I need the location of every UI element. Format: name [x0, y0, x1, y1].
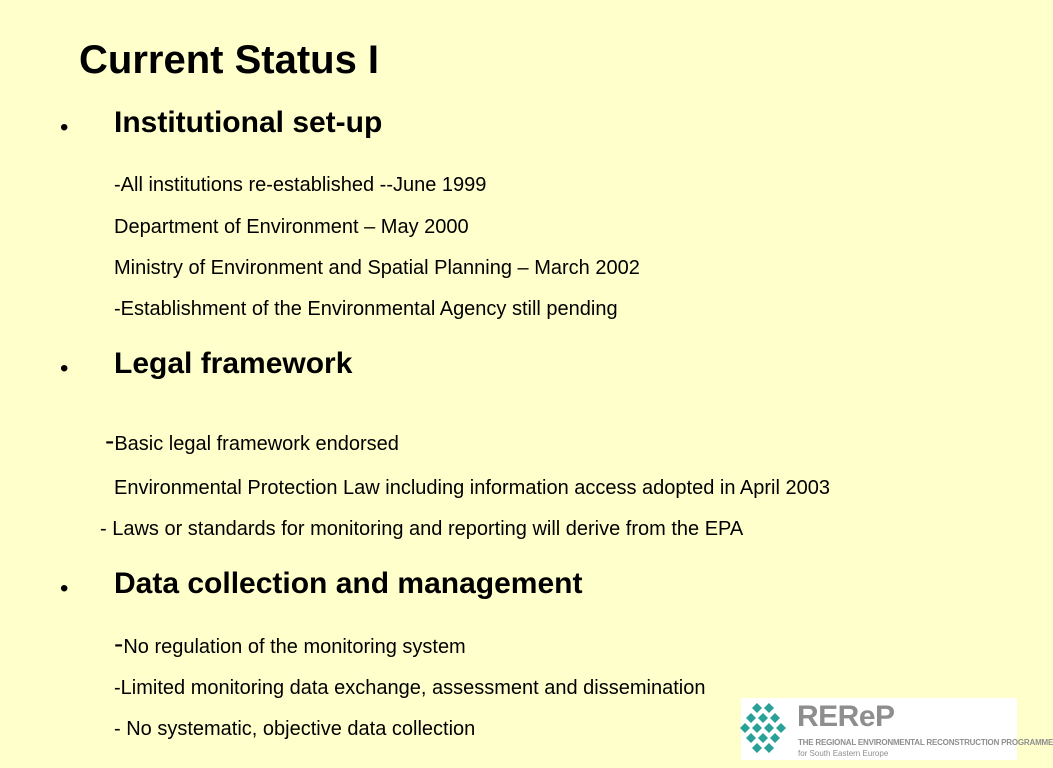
rerep-logo — [741, 698, 1053, 760]
dash-marker: - — [114, 628, 124, 659]
logo-subtagline: for South Eastern Europe — [798, 749, 889, 758]
section-line: - Laws or standards for monitoring and reporting will derive from the EPA — [100, 518, 744, 540]
bullet-marker: • — [60, 575, 69, 602]
logo-tagline: THE REGIONAL ENVIRONMENTAL RECONSTRUCTION PROGRAMME — [798, 738, 1053, 747]
section-line: -Establishment of the Environmental Agency still pending — [114, 298, 618, 320]
section-line-with-dash — [105, 425, 399, 456]
section-line: -All institutions re-established --June 1999 — [114, 174, 487, 196]
section-line: Ministry of Environment and Spatial Planning – March 2002 — [114, 257, 640, 279]
section-line: Basic legal framework endorsed — [114, 433, 399, 455]
logo-diamond — [758, 713, 768, 723]
section-heading: Data collection and management — [114, 567, 583, 600]
logo-diamond — [770, 733, 780, 743]
logo-diamond — [758, 733, 768, 743]
section-line: - No systematic, objective data collection — [114, 718, 476, 740]
logo-name: REReP — [797, 700, 895, 733]
logo-diamond — [752, 723, 762, 733]
bullet-marker: • — [60, 114, 69, 141]
section-heading: Institutional set-up — [114, 106, 383, 139]
section-line: Department of Environment – May 2000 — [114, 216, 469, 238]
logo-diamond — [770, 713, 780, 723]
slide-title: Current Status I — [79, 38, 380, 82]
section-line: -Limited monitoring data exchange, assessment and dissemination — [114, 677, 706, 699]
section-line-with-dash — [114, 628, 466, 659]
dash-marker: - — [105, 425, 115, 456]
section-line: No regulation of the monitoring system — [123, 636, 466, 658]
diamond-grid-icon — [741, 698, 797, 760]
logo-diamond — [752, 703, 762, 713]
logo-diamond — [746, 713, 756, 723]
logo-diamond — [764, 723, 774, 733]
logo-diamond — [764, 703, 774, 713]
bullet-marker: • — [60, 355, 69, 382]
logo-diamond — [764, 743, 774, 753]
logo-diamond — [746, 733, 756, 743]
section-line: Environmental Protection Law including information access adopted in April 2003 — [114, 477, 830, 499]
section-heading: Legal framework — [114, 347, 353, 380]
logo-diamond — [776, 723, 786, 733]
logo-diamond — [740, 723, 750, 733]
logo-diamond — [752, 743, 762, 753]
